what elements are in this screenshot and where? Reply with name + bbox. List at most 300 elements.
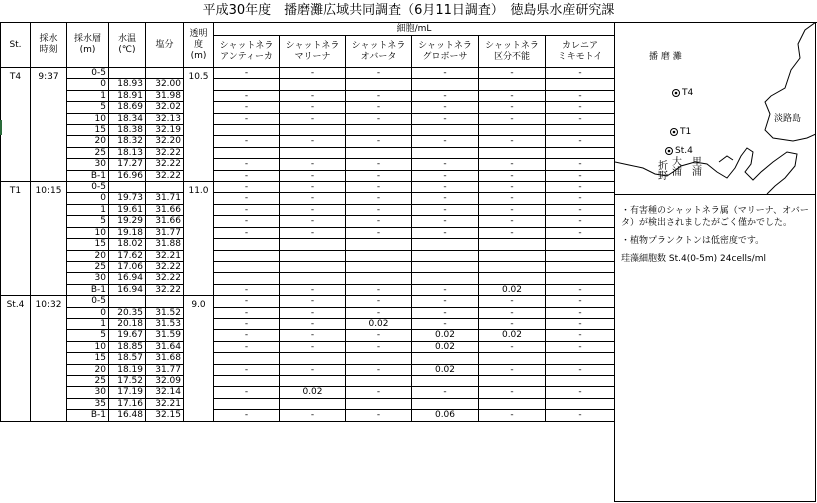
- cell-count: [214, 273, 280, 284]
- cell-count: -: [479, 204, 546, 215]
- salinity-cell: 32.20: [146, 136, 184, 147]
- depth-cell: 5: [67, 102, 109, 113]
- water-temp-cell: 17.06: [109, 261, 146, 272]
- table-row: [1, 364, 615, 375]
- cell-count: [280, 239, 346, 250]
- depth-cell: 30: [67, 387, 109, 398]
- cell-count: -: [412, 102, 479, 113]
- water-temp-cell: 18.32: [109, 136, 146, 147]
- cell-count: -: [214, 136, 280, 147]
- cell-count: -: [546, 410, 615, 421]
- cell-count: [346, 273, 412, 284]
- salinity-cell: 32.00: [146, 79, 184, 90]
- depth-cell: 1: [67, 204, 109, 215]
- depth-cell: 20: [67, 364, 109, 375]
- map-label-oura: 大 浦: [672, 157, 682, 178]
- salinity-cell: 32.02: [146, 102, 184, 113]
- map-label-t1: T1: [680, 127, 692, 137]
- salinity-cell: 32.21: [146, 250, 184, 261]
- cell-count: [546, 353, 615, 364]
- water-temp-cell: 18.38: [109, 125, 146, 136]
- cell-count: -: [546, 307, 615, 318]
- depth-cell: 1: [67, 318, 109, 329]
- table-row: [1, 79, 615, 90]
- cell-count: -: [346, 170, 412, 181]
- note-phytoplankton: ・植物プランクトンは低密度です。: [621, 236, 765, 246]
- cell-count: -: [412, 307, 479, 318]
- water-temp-cell: 16.94: [109, 284, 146, 295]
- salinity-cell: 32.13: [146, 113, 184, 124]
- depth-cell: 10: [67, 341, 109, 352]
- cell-count: -: [546, 68, 615, 79]
- water-temp-cell: 18.91: [109, 90, 146, 101]
- station-name: St.4: [1, 296, 31, 421]
- salinity-cell: [146, 296, 184, 307]
- water-temp-cell: 19.67: [109, 330, 146, 341]
- water-temp-cell: 19.61: [109, 204, 146, 215]
- salinity-cell: 31.88: [146, 239, 184, 250]
- cell-count: -: [346, 284, 412, 295]
- cell-count: -: [412, 204, 479, 215]
- cell-count: -: [280, 284, 346, 295]
- cell-count: [280, 250, 346, 261]
- cell-count: -: [412, 170, 479, 181]
- water-temp-cell: 18.69: [109, 102, 146, 113]
- cell-count: [346, 398, 412, 409]
- cell-count: -: [214, 159, 280, 170]
- table-row: [1, 353, 615, 364]
- cell-count: [412, 273, 479, 284]
- map-label-kiori: 折 野: [658, 161, 668, 182]
- table-row: [1, 147, 615, 158]
- depth-cell: 0-5: [67, 296, 109, 307]
- cell-count: -: [546, 330, 615, 341]
- table-row: [1, 318, 615, 329]
- transparency-cell: 10.5: [184, 68, 214, 182]
- water-temp-cell: 18.34: [109, 113, 146, 124]
- cell-count: -: [346, 136, 412, 147]
- notes-section: [621, 205, 813, 271]
- cell-count: -: [479, 341, 546, 352]
- water-temp-cell: 16.96: [109, 170, 146, 181]
- sampling-time: 10:15: [31, 182, 67, 296]
- cell-count: -: [412, 216, 479, 227]
- water-temp-cell: 18.85: [109, 341, 146, 352]
- cell-count: -: [280, 204, 346, 215]
- cell-count: -: [280, 90, 346, 101]
- depth-cell: 0: [67, 307, 109, 318]
- depth-cell: 15: [67, 239, 109, 250]
- cell-count: 0.02: [346, 318, 412, 329]
- cell-count: -: [546, 193, 615, 204]
- cell-count: -: [412, 136, 479, 147]
- salinity-cell: 31.77: [146, 364, 184, 375]
- cell-count: -: [479, 193, 546, 204]
- cell-count: [546, 261, 615, 272]
- depth-cell: 25: [67, 375, 109, 386]
- cell-count: [546, 398, 615, 409]
- depth-cell: 0-5: [67, 182, 109, 193]
- water-temp-cell: 19.29: [109, 216, 146, 227]
- table-row: [1, 159, 615, 170]
- cell-count: -: [280, 341, 346, 352]
- cell-count: -: [479, 102, 546, 113]
- cell-count: [479, 261, 546, 272]
- cell-count: -: [214, 296, 280, 307]
- cell-count: -: [479, 387, 546, 398]
- salinity-cell: 31.64: [146, 341, 184, 352]
- depth-cell: 25: [67, 147, 109, 158]
- cell-count: [479, 79, 546, 90]
- cell-count: -: [346, 410, 412, 421]
- cell-count: -: [412, 296, 479, 307]
- cell-count: [214, 398, 280, 409]
- cell-count: [479, 353, 546, 364]
- cell-count: -: [546, 216, 615, 227]
- station-marker-t1: [671, 129, 678, 136]
- cell-count: -: [479, 364, 546, 375]
- survey-data-table: [0, 22, 615, 422]
- cell-count: [214, 239, 280, 250]
- depth-cell: 5: [67, 216, 109, 227]
- cell-count: -: [280, 170, 346, 181]
- cell-count: [346, 239, 412, 250]
- cell-count: -: [479, 68, 546, 79]
- table-row: [1, 90, 615, 101]
- cell-count: -: [214, 341, 280, 352]
- depth-cell: 0: [67, 79, 109, 90]
- cell-count: -: [412, 193, 479, 204]
- water-temp-cell: 18.19: [109, 364, 146, 375]
- salinity-cell: 32.21: [146, 398, 184, 409]
- cell-count: -: [346, 113, 412, 124]
- header-species-ovata: シャットネラ オバータ: [346, 36, 412, 68]
- station-marker-t4: [673, 90, 680, 97]
- cell-count: [280, 125, 346, 136]
- cell-count: -: [280, 102, 346, 113]
- tokushima-coast: [615, 148, 797, 194]
- cell-count: -: [479, 136, 546, 147]
- salinity-cell: 31.77: [146, 227, 184, 238]
- cell-count: -: [214, 170, 280, 181]
- transparency-cell: 9.0: [184, 296, 214, 421]
- salinity-cell: 31.53: [146, 318, 184, 329]
- cell-count: [479, 250, 546, 261]
- cell-count: -: [280, 410, 346, 421]
- cell-count: [346, 147, 412, 158]
- cell-count: -: [280, 182, 346, 193]
- map-label-harima-sea: 播 磨 灘: [649, 52, 682, 62]
- cell-count: -: [479, 159, 546, 170]
- cell-count: -: [214, 318, 280, 329]
- water-temp-cell: [109, 182, 146, 193]
- cell-count: -: [214, 193, 280, 204]
- side-panel: [614, 22, 816, 502]
- cell-count: -: [346, 193, 412, 204]
- cell-count: 0.02: [412, 330, 479, 341]
- cell-count: -: [346, 102, 412, 113]
- station-name: T4: [1, 68, 31, 182]
- salinity-cell: 32.22: [146, 273, 184, 284]
- cell-count: [546, 375, 615, 386]
- cell-count: -: [346, 296, 412, 307]
- cell-count: [412, 353, 479, 364]
- cell-count: [280, 147, 346, 158]
- header-transparency: 透明度 (m): [184, 23, 214, 68]
- cell-count: 0.02: [412, 364, 479, 375]
- table-row: [1, 125, 615, 136]
- cell-count: -: [280, 296, 346, 307]
- table-row: [1, 239, 615, 250]
- cell-count: [546, 147, 615, 158]
- cell-count: -: [280, 216, 346, 227]
- depth-cell: 15: [67, 353, 109, 364]
- cell-count: -: [546, 364, 615, 375]
- table-row: [1, 216, 615, 227]
- cell-count: -: [412, 159, 479, 170]
- table-row: [1, 68, 615, 79]
- table-row: [1, 204, 615, 215]
- cell-count: -: [546, 102, 615, 113]
- water-temp-cell: [109, 68, 146, 79]
- cell-count: -: [346, 330, 412, 341]
- cell-count: -: [214, 113, 280, 124]
- cell-count: -: [546, 227, 615, 238]
- salinity-cell: 32.22: [146, 159, 184, 170]
- header-species-marina: シャットネラ マリーナ: [280, 36, 346, 68]
- table-row: [1, 113, 615, 124]
- header-station: St.: [1, 23, 31, 68]
- cell-count: [479, 239, 546, 250]
- cell-count: [280, 398, 346, 409]
- cell-count: -: [479, 307, 546, 318]
- cell-count: [214, 353, 280, 364]
- cell-count: -: [346, 307, 412, 318]
- cell-count: [412, 250, 479, 261]
- station-map: [615, 22, 816, 195]
- cell-count: -: [412, 182, 479, 193]
- table-row: [1, 375, 615, 386]
- cell-count: -: [412, 284, 479, 295]
- cell-count: -: [479, 90, 546, 101]
- cell-count: -: [214, 330, 280, 341]
- cell-count: [546, 125, 615, 136]
- salinity-cell: 32.19: [146, 125, 184, 136]
- water-temp-cell: 18.93: [109, 79, 146, 90]
- table-row: [1, 387, 615, 398]
- cell-count: -: [346, 364, 412, 375]
- cell-count: -: [346, 387, 412, 398]
- cell-count: [346, 353, 412, 364]
- depth-cell: 5: [67, 330, 109, 341]
- cell-count: -: [280, 193, 346, 204]
- cell-count: 0.06: [412, 410, 479, 421]
- cell-count: -: [214, 90, 280, 101]
- depth-cell: B-1: [67, 410, 109, 421]
- cell-count: 0.02: [479, 284, 546, 295]
- salinity-cell: 32.09: [146, 375, 184, 386]
- cell-count: -: [280, 364, 346, 375]
- cell-count: -: [546, 113, 615, 124]
- header-water-temp: 水温 (℃): [109, 23, 146, 68]
- cell-count: [479, 398, 546, 409]
- salinity-cell: 31.98: [146, 90, 184, 101]
- cell-count: [412, 261, 479, 272]
- depth-cell: 1: [67, 90, 109, 101]
- cell-count: [214, 147, 280, 158]
- water-temp-cell: 18.13: [109, 147, 146, 158]
- cell-count: [346, 125, 412, 136]
- salinity-cell: 31.68: [146, 353, 184, 364]
- cell-count: -: [346, 204, 412, 215]
- cell-count: -: [479, 170, 546, 181]
- table-row: [1, 136, 615, 147]
- station-name: T1: [1, 182, 31, 296]
- page-title: 平成30年度 播磨灘広域共同調査（6月11日調査） 徳島県水産研究課: [0, 0, 817, 23]
- cell-count: -: [280, 318, 346, 329]
- table-row: [1, 341, 615, 352]
- header-species-unclassified: シャットネラ 区分不能: [479, 36, 546, 68]
- cell-count: -: [280, 227, 346, 238]
- cell-count: -: [214, 284, 280, 295]
- cell-count: -: [280, 68, 346, 79]
- cell-count: -: [346, 227, 412, 238]
- note-harmful-species: ・有害種のシャットネラ属（マリーナ、オバータ）が検出されましたがごく僅かでした。: [621, 206, 809, 228]
- cell-count: -: [346, 90, 412, 101]
- cell-count: -: [214, 102, 280, 113]
- salinity-cell: 32.15: [146, 410, 184, 421]
- cell-count: [546, 79, 615, 90]
- table-row: [1, 250, 615, 261]
- cell-count: -: [479, 227, 546, 238]
- header-species-globosa: シャットネラ グロボーサ: [412, 36, 479, 68]
- table-row: [1, 227, 615, 238]
- cell-count: -: [280, 159, 346, 170]
- cell-count: -: [214, 364, 280, 375]
- cell-count: -: [479, 296, 546, 307]
- header-time: 採水 時刻: [31, 23, 67, 68]
- cell-count: -: [412, 90, 479, 101]
- cell-count: [412, 239, 479, 250]
- table-body: [1, 68, 615, 422]
- cell-count: [479, 147, 546, 158]
- cell-count: -: [214, 227, 280, 238]
- cell-count: -: [214, 182, 280, 193]
- table-row: [1, 296, 615, 307]
- salinity-cell: 32.22: [146, 284, 184, 295]
- cell-count: [479, 125, 546, 136]
- note-diatom-count: 珪藻細胞数 St.4(0-5m) 24cells/ml: [621, 254, 766, 264]
- cell-count: [280, 375, 346, 386]
- table-row: [1, 261, 615, 272]
- depth-cell: 10: [67, 113, 109, 124]
- cell-count: [479, 375, 546, 386]
- cell-count: -: [546, 318, 615, 329]
- cell-count: -: [479, 410, 546, 421]
- cell-count: -: [346, 341, 412, 352]
- map-label-t4: T4: [682, 88, 694, 98]
- cell-count: -: [546, 170, 615, 181]
- salinity-cell: 31.66: [146, 216, 184, 227]
- water-temp-cell: 17.62: [109, 250, 146, 261]
- water-temp-cell: [109, 296, 146, 307]
- water-temp-cell: 17.52: [109, 375, 146, 386]
- cell-count: -: [412, 113, 479, 124]
- cell-count: 0.02: [280, 387, 346, 398]
- cell-count: -: [214, 216, 280, 227]
- table-row: [1, 398, 615, 409]
- depth-cell: B-1: [67, 170, 109, 181]
- cell-count: -: [346, 159, 412, 170]
- cell-count: -: [412, 318, 479, 329]
- cell-count: [280, 353, 346, 364]
- depth-cell: 10: [67, 227, 109, 238]
- depth-cell: 35: [67, 398, 109, 409]
- cell-count: [214, 79, 280, 90]
- depth-cell: 20: [67, 136, 109, 147]
- cell-count: 0.02: [412, 341, 479, 352]
- depth-cell: 0-5: [67, 68, 109, 79]
- salinity-cell: 31.59: [146, 330, 184, 341]
- map-label-st4: St.4: [675, 146, 693, 156]
- cell-count: -: [346, 216, 412, 227]
- water-temp-cell: 16.94: [109, 273, 146, 284]
- salinity-cell: 32.22: [146, 261, 184, 272]
- cell-count: [214, 375, 280, 386]
- depth-cell: 0: [67, 193, 109, 204]
- cell-count: -: [412, 68, 479, 79]
- cell-count: 0.02: [479, 330, 546, 341]
- cell-count: -: [214, 204, 280, 215]
- cell-count: [412, 375, 479, 386]
- cell-count: -: [546, 341, 615, 352]
- sampling-time: 10:32: [31, 296, 67, 421]
- cell-count: [214, 125, 280, 136]
- cell-count: -: [546, 136, 615, 147]
- coast-inlet: [719, 156, 733, 162]
- cell-count: -: [214, 68, 280, 79]
- map-label-satoura: 里 浦: [692, 157, 702, 178]
- window-edge-marker: [0, 120, 2, 135]
- cell-count: -: [546, 90, 615, 101]
- table-row: [1, 284, 615, 295]
- cell-count: -: [479, 182, 546, 193]
- depth-cell: 25: [67, 261, 109, 272]
- coastline-map: [615, 22, 816, 194]
- water-temp-cell: 17.27: [109, 159, 146, 170]
- cell-count: [479, 273, 546, 284]
- cell-count: [280, 261, 346, 272]
- cell-count: -: [546, 204, 615, 215]
- water-temp-cell: 17.19: [109, 387, 146, 398]
- water-temp-cell: 20.35: [109, 307, 146, 318]
- cell-count: [346, 375, 412, 386]
- table-row: [1, 182, 615, 193]
- water-temp-cell: 18.02: [109, 239, 146, 250]
- salinity-cell: 32.14: [146, 387, 184, 398]
- table-row: [1, 193, 615, 204]
- table-row: [1, 410, 615, 421]
- water-temp-cell: 17.16: [109, 398, 146, 409]
- cell-count: [412, 398, 479, 409]
- cell-count: -: [479, 113, 546, 124]
- cell-count: -: [412, 387, 479, 398]
- header-species-karenia: カレニア ミキモトイ: [546, 36, 615, 68]
- cell-count: [412, 79, 479, 90]
- cell-count: -: [546, 296, 615, 307]
- table-row: [1, 273, 615, 284]
- table-row: [1, 307, 615, 318]
